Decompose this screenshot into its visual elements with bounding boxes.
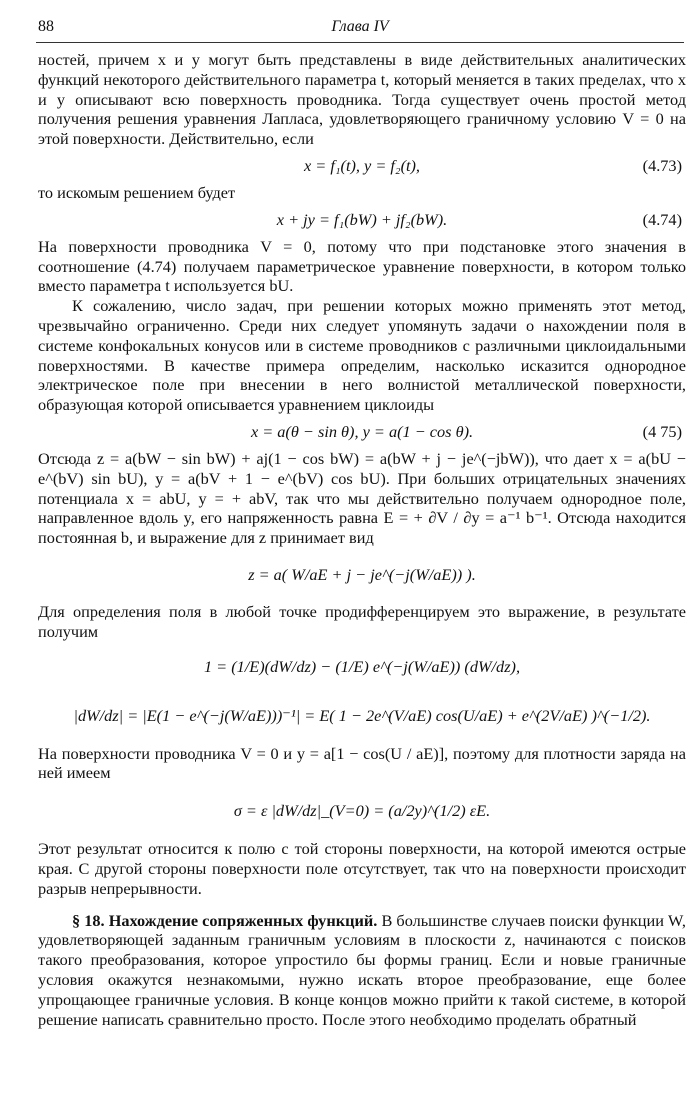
line-then: то искомым решением будет [38,182,236,202]
chapter-title: Глава IV [331,18,389,35]
page-number: 88 [38,18,54,35]
paragraph-2: На поверхности проводника V = 0, потому что при подстановке этого значения в соотношение (4.74) получаем параметрическое уравнение поверхности, в котором только вместо параметра t используется bU. [38,236,686,296]
equation-derivative-1: 1 = (1/E)(dW/dz) − (1/E) e^(−j(W/aE)) (dW/dz), [203,656,521,676]
equation-formula: x = f₁(t), y = f₂(t), [303,155,421,175]
equation-number: (4 75) [642,421,682,441]
paragraph-4: Отсюда z = a(bW − sin bW) + aj(1 − cos bW) = a(bW + j − je^(−jbW)), что дает x = a(bU − e^(bV) sin bU), y = a(bV + 1 − e^(bV) cos bU). При больших отрицательных значениях потенциала x = abU, y = + abV, так что мы действительно получаем однородное поле, направленное вдоль y, его напряженность равна E = + ∂V / ∂y = a⁻¹ b⁻¹. Отсюда находится постоянная b, и выражение для z принимает вид [38,448,686,548]
equation-derivative-2: |dW/dz| = |E(1 − e^(−j(W/aE)))⁻¹| = E( 1 − 2e^(V/aE) cos(U/aE) + e^(2V/aE) )^(−1/2). [73,705,651,725]
paragraph-3: К сожалению, число задач, при решении которых можно применять этот метод, чрезвычайно ограниченно. Среди них следует упомянуть задачи о нахождении поля в системе конфокальных конусов или в системе проводников с различными циклоидальными поверхностями. В качестве примера определим, насколько исказится однородное электрическое поле при внесении в него волнистой металлической поверхности, образующая которой описывается уравнением циклоиды [38,296,686,415]
equation-4-75 [38,417,686,447]
equation-formula: x = a(θ − sin θ), y = a(1 − cos θ). [250,421,474,441]
paragraph-5: Для определения поля в любой точке продифференцируем это выражение, в результате получим [38,601,686,641]
section-text: В большинстве случаев поиски функции W, удовлетворяющей заданным граничным условиям в плоскости z, начинаются с поисков такого преобразования, которое упростило бы формы границ. Если и новые граничные условия окажутся незнакомыми, нужно искать второе преобразование, еще более упрощающее граничные условия. В конце концов можно прийти к такой системе, в которой решение написать сравнительно просто. После этого необходимо проделать обратный [38,910,686,1029]
paragraph-6: На поверхности проводника V = 0 и y = a[1 − cos(U / aE)], поэтому для плотности заряда на ней имеем [38,743,686,783]
equation-number: (4.73) [642,155,682,175]
equation-z: z = a( W/aE + j − je^(−j(W/aE)) ). [248,564,476,584]
section-18 [38,911,686,1030]
paragraph-1: ностей, причем x и y могут быть представлены в виде действительных аналитических функций некоторого действительного параметра t, который меняется в таких пределах, что x и y описывают всю поверхность проводника. Тогда существует очень простой метод получения решения уравнения Лапласа, удовлетворяющего граничному условию V = 0 на этой поверхности. Действительно, если [38,50,686,149]
equation-4-74 [38,205,686,235]
paragraph-7: Этот результат относится к полю с той стороны поверхности, на которой имеются острые края. С другой стороны поверхности поле отсутствует, так что на поверхности происходит разрыв непрерывности. [38,839,686,898]
equation-formula: x + jy = f₁(bW) + jf₂(bW). [276,209,448,229]
equation-4-73 [38,151,686,181]
page-header [38,18,682,40]
equation-number: (4.74) [642,209,682,229]
equation-sigma: σ = ε |dW/dz|_(V=0) = (a/2y)^(1/2) εE. [233,801,491,821]
header-rule [36,42,684,43]
page-body [38,50,686,1029]
section-heading: § 18. Нахождение сопряженных функций. [72,910,378,930]
